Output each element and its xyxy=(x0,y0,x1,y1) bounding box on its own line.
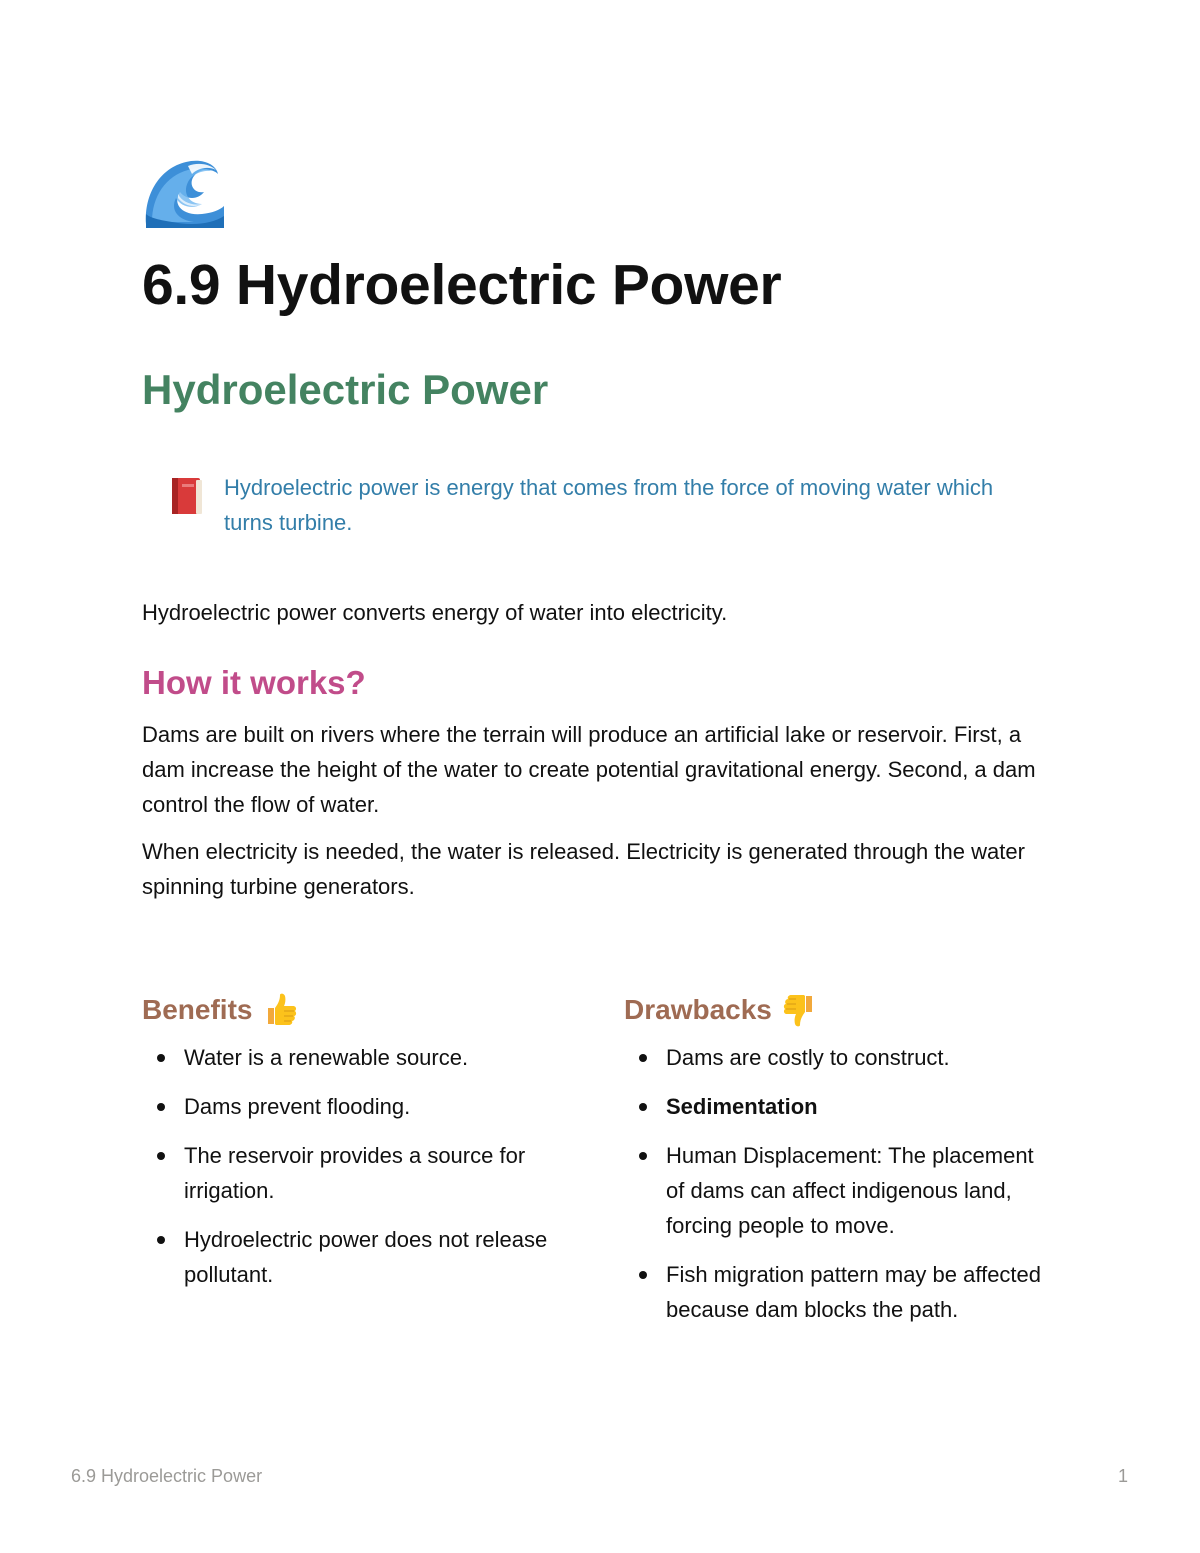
how-it-works-paragraph-1: Dams are built on rivers where the terrain will produce an artificial lake or reservoir. First, a dam increase the height of the water to create potential gravitational energy. Second, a dam control the flow of water. xyxy=(142,722,1036,817)
callout-text: Hydroelectric power is energy that comes from the force of moving water which turns turbine. xyxy=(224,475,994,535)
list-item: Dams are costly to construct. xyxy=(624,1040,1044,1075)
how-it-works-heading: How it works? xyxy=(142,664,366,701)
page-number: 1 xyxy=(1117,1466,1128,1486)
wave-icon xyxy=(142,154,226,232)
footer-title: 6.9 Hydroelectric Power xyxy=(71,1466,263,1486)
list-item: Hydroelectric power does not release pollutant. xyxy=(142,1222,582,1292)
thumbs-up-icon xyxy=(262,992,298,1028)
bullet-icon xyxy=(157,1103,165,1111)
list-item: Human Displacement: The placement of dams can affect indigenous land, forcing people to move. xyxy=(624,1138,1044,1243)
drawbacks-heading xyxy=(624,992,818,1028)
list-item: Dams prevent flooding. xyxy=(142,1089,582,1124)
bullet-icon xyxy=(639,1103,647,1111)
red-book-icon xyxy=(170,476,204,516)
drawbacks-heading-text: Drawbacks xyxy=(624,994,772,1025)
drawbacks-list xyxy=(624,1040,1044,1341)
bullet-icon xyxy=(639,1152,647,1160)
bullet-icon xyxy=(639,1054,647,1062)
benefits-heading-text: Benefits xyxy=(142,994,253,1025)
section-heading: Hydroelectric Power xyxy=(142,366,549,413)
bullet-icon xyxy=(157,1152,165,1160)
list-item: The reservoir provides a source for irrigation. xyxy=(142,1138,582,1208)
benefits-heading xyxy=(142,992,298,1028)
benefits-list xyxy=(142,1040,582,1306)
bullet-icon xyxy=(639,1271,647,1279)
bullet-icon xyxy=(157,1236,165,1244)
bullet-icon xyxy=(157,1054,165,1062)
page-title: 6.9 Hydroelectric Power xyxy=(142,253,782,317)
list-item: Water is a renewable source. xyxy=(142,1040,582,1075)
intro-paragraph: Hydroelectric power converts energy of water into electricity. xyxy=(142,600,728,625)
thumbs-down-icon xyxy=(782,992,818,1028)
how-it-works-paragraph-2: When electricity is needed, the water is released. Electricity is generated through the water spinning turbine generators. xyxy=(142,839,1025,899)
list-item: Fish migration pattern may be affected because dam blocks the path. xyxy=(624,1257,1044,1327)
list-item: Sedimentation xyxy=(624,1089,1044,1124)
